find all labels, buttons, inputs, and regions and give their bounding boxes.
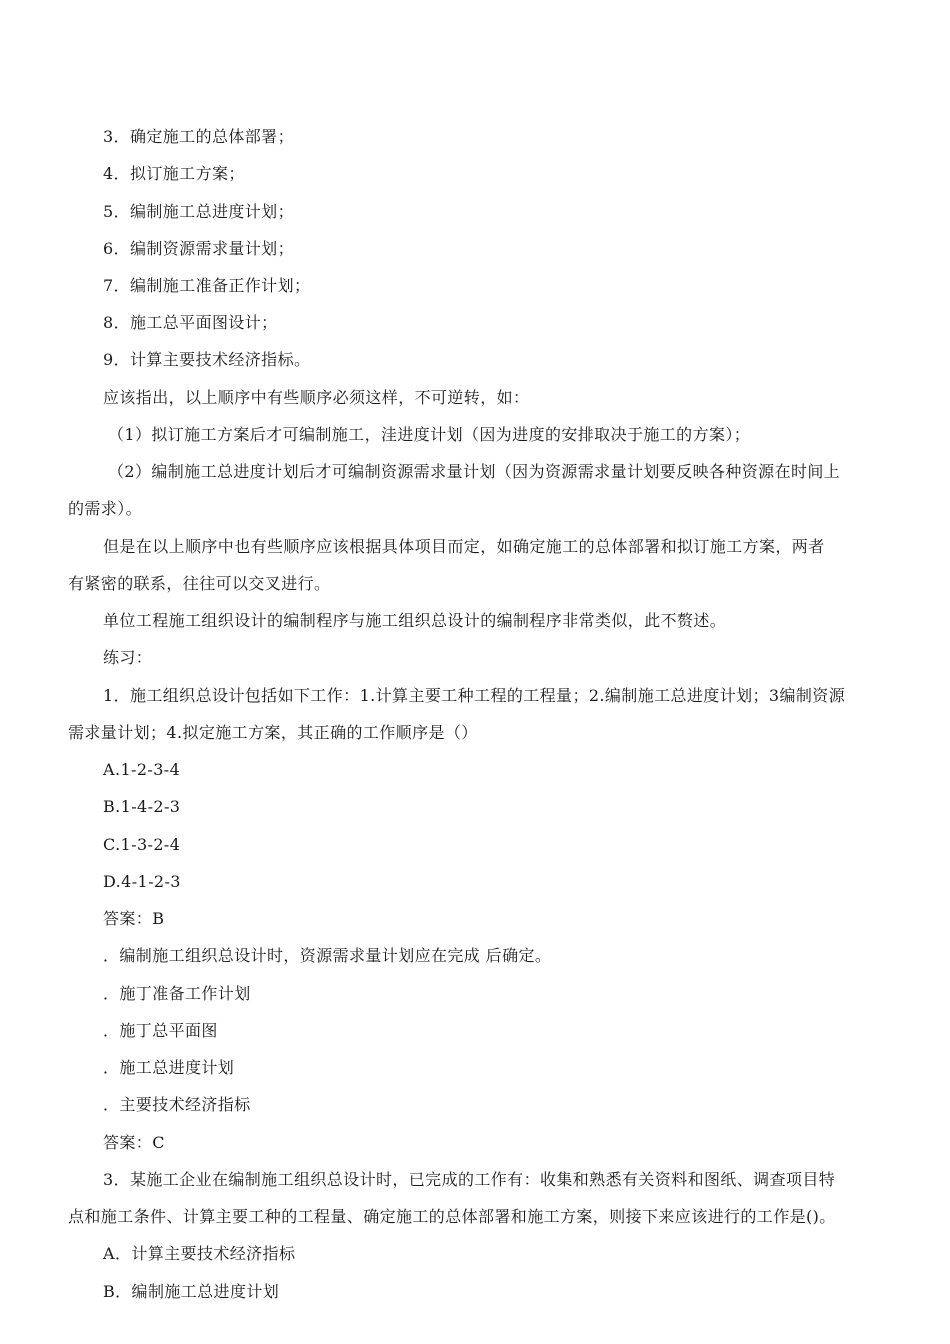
question-1-cont: 需求量计划；4.拟定施工方案，其正确的工作顺序是（） bbox=[68, 723, 478, 742]
paragraph-note: 应该指出，以上顺序中有些顺序必须这样，不可逆转，如： bbox=[103, 388, 530, 407]
step-5: 5．编制施工总进度计划； bbox=[103, 202, 294, 221]
step-3: 3．确定施工的总体部署； bbox=[103, 127, 294, 146]
question-2: ．编制施工组织总设计时，资源需求量计划应在完成 后确定。 bbox=[103, 946, 552, 965]
q3-option-b: B．编制施工总进度计划 bbox=[103, 1282, 280, 1301]
step-9: 9．计算主要技术经济指标。 bbox=[103, 350, 311, 369]
note-item-2-cont: 的需求）。 bbox=[68, 499, 143, 518]
q2-option-d: ．主要技术经济指标 bbox=[103, 1095, 251, 1114]
q2-option-c: ．施工总进度计划 bbox=[103, 1058, 235, 1077]
exercise-heading: 练习： bbox=[103, 648, 153, 667]
q2-option-b: ．施丁总平面图 bbox=[103, 1021, 218, 1040]
q1-answer: 答案：B bbox=[103, 909, 165, 928]
q2-option-a: ．施丁准备工作计划 bbox=[103, 984, 251, 1003]
step-7: 7．编制施工准备正作计划； bbox=[103, 276, 311, 295]
q3-option-a: A．计算主要技术经济指标 bbox=[103, 1244, 296, 1263]
question-3-cont: 点和施工条件、计算主要工种的工程量、确定施工的总体部署和施工方案，则接下来应该进行的工作是()。 bbox=[68, 1207, 836, 1226]
paragraph-unit: 单位工程施工组织设计的编制程序与施工组织总设计的编制程序非常类似，此不赘述。 bbox=[103, 611, 727, 630]
q2-answer: 答案：C bbox=[103, 1133, 165, 1152]
step-6: 6．编制资源需求量计划； bbox=[103, 239, 294, 258]
step-4: 4．拟订施工方案； bbox=[103, 164, 245, 183]
q1-option-b: B.1-4-2-3 bbox=[103, 797, 181, 816]
q1-option-a: A.1-2-3-4 bbox=[103, 760, 181, 779]
q1-option-d: D.4-1-2-3 bbox=[103, 872, 181, 891]
paragraph-however-cont: 有紧密的联系，往往可以交叉进行。 bbox=[68, 574, 331, 593]
step-8: 8．施工总平面图设计； bbox=[103, 313, 278, 332]
q1-option-c: C.1-3-2-4 bbox=[103, 835, 181, 854]
note-item-2: （2）编制施工总进度计划后才可编制资源需求量计划（因为资源需求量计划要反映各种资源在时间上 bbox=[108, 462, 841, 481]
paragraph-however: 但是在以上顺序中也有些顺序应该根据具体项目而定，如确定施工的总体部署和拟订施工方案，两者 bbox=[103, 537, 825, 556]
question-3: 3．某施工企业在编制施工组织总设计时，已完成的工作有：收集和熟悉有关资料和图纸、调查项目特 bbox=[103, 1170, 836, 1189]
note-item-1: （1）拟订施工方案后才可编制施工，洼进度计划（因为进度的安排取决于施工的方案）； bbox=[108, 425, 751, 444]
question-1: 1．施工组织总设计包括如下工作：1.计算主要工种工程的工程量；2.编制施工总进度计划；3编制资源 bbox=[103, 686, 846, 705]
